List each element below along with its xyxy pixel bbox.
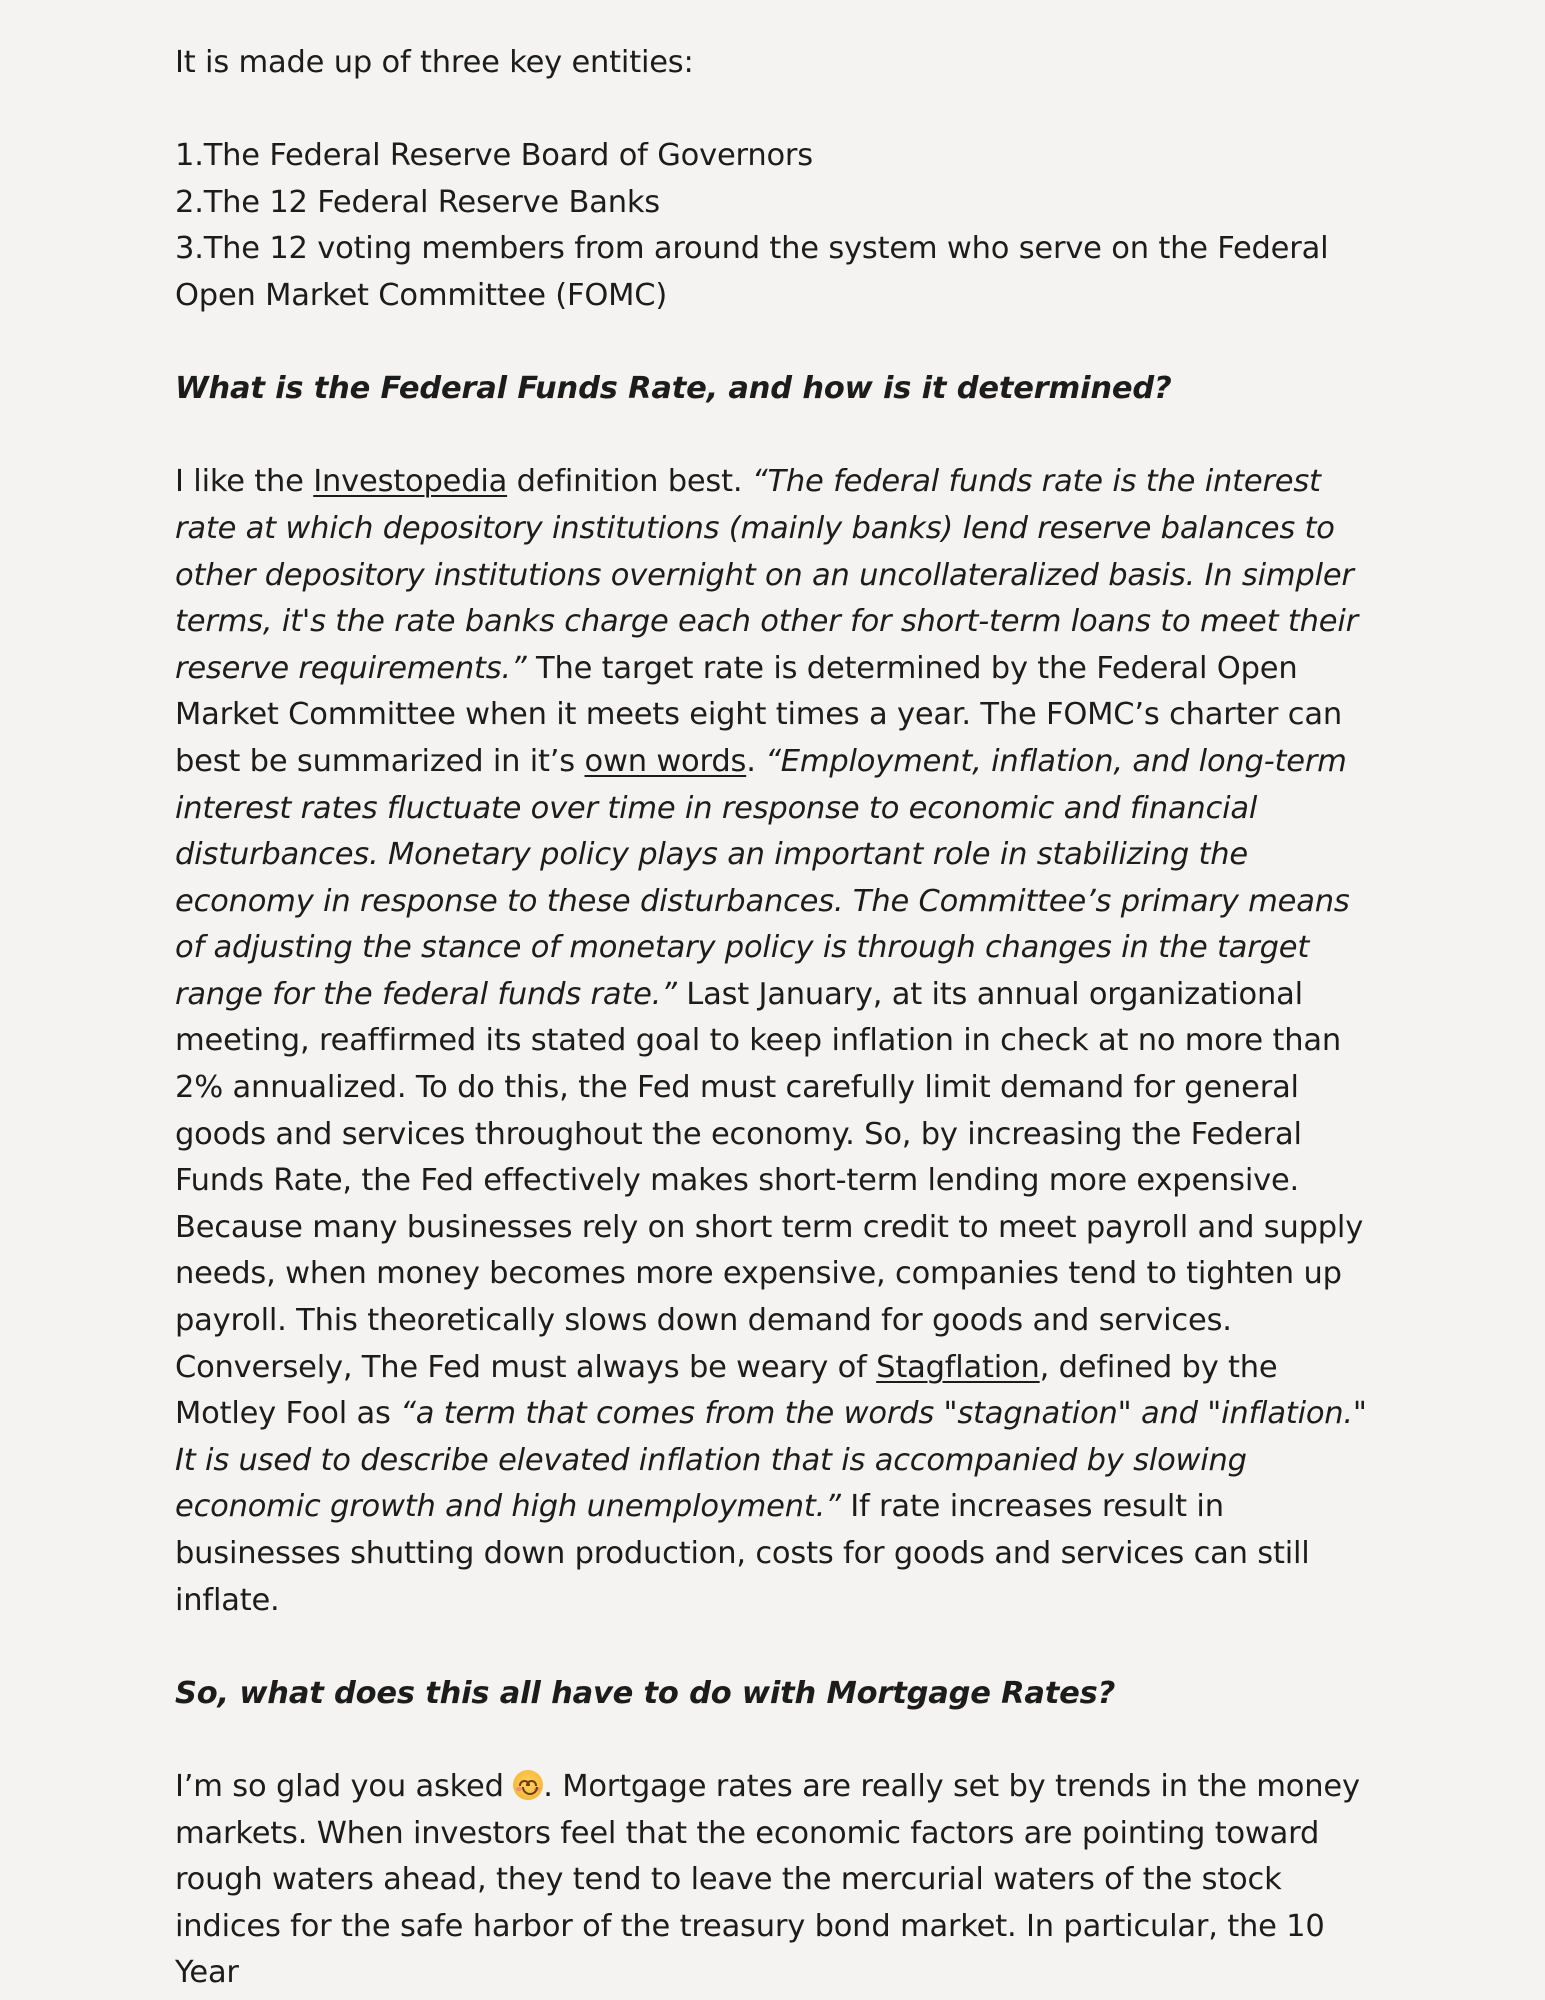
text-run: I like the — [175, 464, 314, 500]
text-run: Last January, at its annual organizational meeting, reaffirmed its stated goal to keep inflation in check at no more than 2% annualized. To do this, the Fed must carefully limit demand for general goods and services throughout the economy. So, by increasing the Federal Funds Rate, the Fed effectively makes short-term lending more expensive. Because many businesses rely on short term credit to meet payroll and supply needs, when money becomes more expensive, companies tend to tighten up payroll. This theoretically slows down demand for goods and services. Conversely, The Fed must always be weary of — [175, 976, 1364, 1385]
text-run: . Mortgage rates are really set by trends in the money markets. When investors feel that the economic factors are pointing toward rough waters ahead, they tend to leave the mercurial waters of the stock indices for the safe harbor of the treasury bond market. In particular, the 10 Year — [175, 1768, 1360, 1991]
text-run: . — [746, 743, 766, 779]
paragraph-mortgage — [175, 1764, 1375, 1997]
text-run: The target rate is determined by the Federal Open Market Committee when it meets eight times a year. The FOMC’s charter can best be summarized in it’s — [175, 650, 1342, 779]
list-item: 2.The 12 Federal Reserve Banks — [175, 184, 660, 220]
text-run: I’m so glad you asked — [175, 1768, 514, 1804]
list-item: 1.The Federal Reserve Board of Governors — [175, 138, 813, 174]
text-run: definition best. — [507, 464, 752, 500]
spacer — [175, 413, 1375, 460]
spacer — [175, 87, 1375, 134]
paragraph-fed-funds — [175, 459, 1375, 1624]
section-heading-mortgage: So, what does this all have to do with Mortgage Rates? — [175, 1675, 1116, 1711]
text-run: , defined by the Motley Fool as — [175, 1349, 1278, 1432]
investopedia-link[interactable]: Investopedia — [313, 464, 508, 500]
entities-list — [175, 133, 1375, 319]
article-body — [175, 40, 1375, 1997]
section-heading-fed-funds: What is the Federal Funds Rate, and how is it determined? — [175, 371, 1172, 407]
stagflation-link[interactable]: Stagflation — [876, 1349, 1040, 1385]
spacer — [175, 1624, 1375, 1671]
own-words-link[interactable]: own words — [584, 743, 747, 779]
fomc-quote: “Employment, inflation, and long-term interest rates fluctuate over time in response to economic and financial disturbances. Monetary policy plays an important role in stabilizing the economy in response to these disturbances. The Committee’s primary means of adjusting the stance of monetary policy is through changes in the target range for the federal funds rate.” — [175, 743, 1350, 1012]
motley-fool-quote: “a term that comes from the words "stagnation" and "inflation." It is used to describe elevated inflation that is accompanied by slowing economic growth and high unemployment.” — [175, 1396, 1367, 1525]
spacer — [175, 1717, 1375, 1764]
list-item: 3.The 12 voting members from around the system who serve on the Federal Open Market Committee (FOMC) — [175, 231, 1329, 313]
investopedia-quote: “The federal funds rate is the interest rate at which depository institutions (mainly banks) lend reserve balances to other depository institutions overnight on an uncollateralized basis. In simpler terms, it's the rate banks charge each other for short-term loans to meet their reserve requirements.” — [175, 464, 1358, 686]
smiling-face-emoji-icon — [513, 1770, 543, 1800]
intro-text: It is made up of three key entities: — [175, 45, 694, 80]
text-run: If rate increases result in businesses shutting down production, costs for goods and services can still inflate. — [175, 1489, 1310, 1618]
spacer — [175, 320, 1375, 367]
